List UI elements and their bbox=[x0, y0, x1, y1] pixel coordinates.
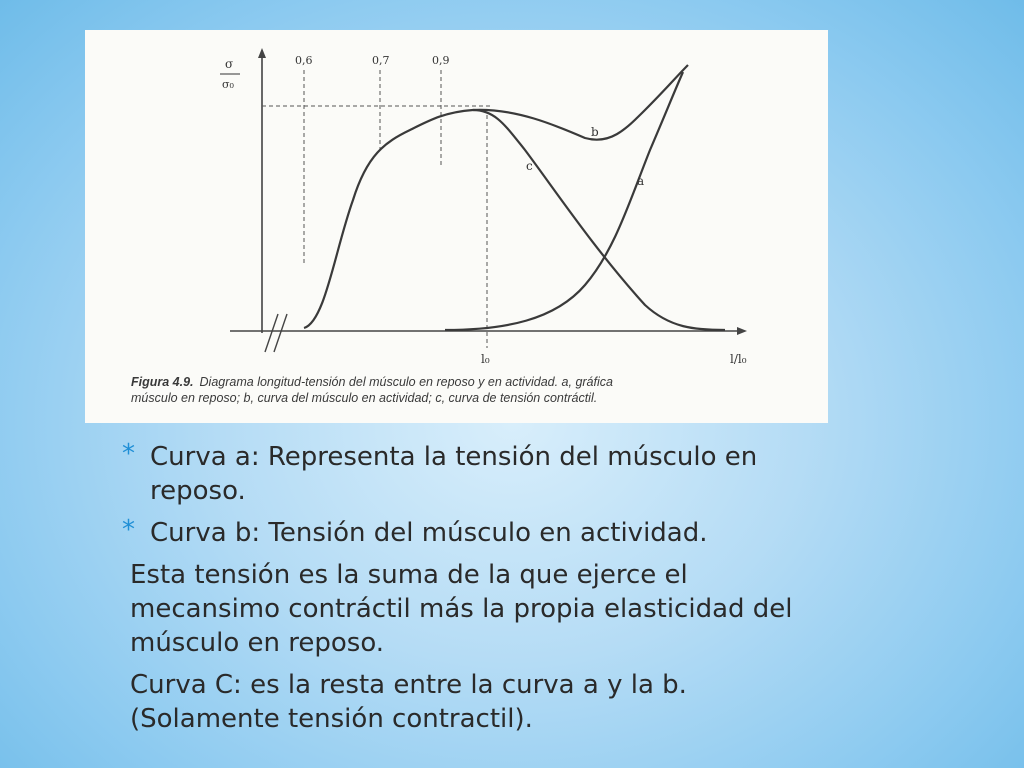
curve-label-a: a bbox=[637, 174, 645, 188]
figure-image bbox=[85, 30, 828, 423]
slide-text bbox=[122, 439, 820, 744]
x-axis-label: l/l₀ bbox=[730, 352, 747, 366]
bullet-star-icon: * bbox=[122, 515, 135, 545]
l0-label: l₀ bbox=[481, 352, 490, 366]
paragraph-curve-c: Curva C: es la resta entre la curva a y la b. (Solamente tensión contractil). bbox=[130, 670, 687, 734]
curve-label-b: b bbox=[591, 125, 599, 139]
caption-line-1: Diagrama longitud-tensión del músculo en reposo y en actividad. a, gráfica bbox=[199, 375, 613, 389]
bullet-text: Curva a: Representa la tensión del músculo en reposo. bbox=[150, 442, 758, 506]
tick-label-0-7: 0,7 bbox=[372, 54, 390, 67]
bullet-text: Curva b: Tensión del músculo en actividad. bbox=[150, 518, 708, 548]
y-label-top: σ bbox=[225, 57, 234, 71]
bullet-star-icon: * bbox=[122, 439, 135, 469]
x-axis-arrow bbox=[737, 327, 747, 335]
curve-label-c: c bbox=[526, 159, 533, 173]
caption-line-2: músculo en reposo; b, curva del músculo en actividad; c, curva de tensión contráctil. bbox=[131, 391, 598, 405]
bullet-curve-a bbox=[122, 439, 820, 508]
curve-c bbox=[473, 110, 725, 330]
tick-label-0-6: 0,6 bbox=[295, 54, 313, 67]
bullet-curve-b bbox=[122, 515, 820, 550]
y-label-bottom: σ₀ bbox=[222, 78, 234, 91]
figure-caption bbox=[131, 374, 828, 406]
caption-number: Figura 4.9. bbox=[131, 375, 194, 389]
length-tension-diagram bbox=[85, 30, 828, 423]
paragraph-sum-explanation: Esta tensión es la suma de la que ejerce el mecansimo contráctil más la propia elasticidad del músculo en reposo. bbox=[130, 560, 793, 658]
y-axis-arrow bbox=[258, 48, 266, 58]
tick-label-0-9: 0,9 bbox=[432, 54, 450, 67]
